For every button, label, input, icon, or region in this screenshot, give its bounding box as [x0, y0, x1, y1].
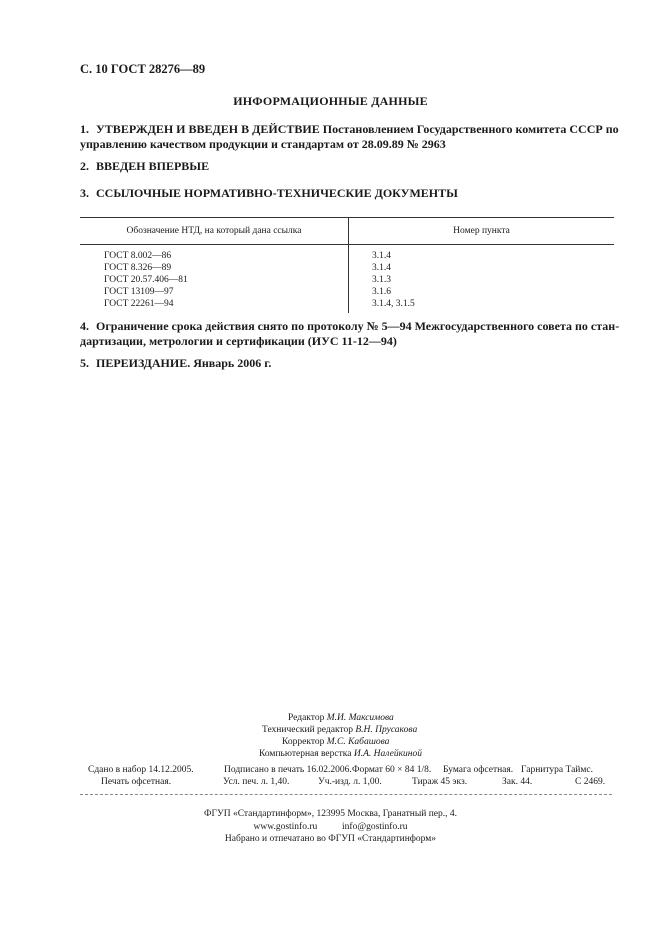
- imprint-signed-date: Подписано в печать 16.02.2006.: [224, 765, 352, 775]
- table-row: [80, 286, 614, 298]
- info-item-5: [80, 356, 620, 371]
- document-cell: ГОСТ 22261—94: [80, 298, 349, 313]
- publisher-email: info@gostinfo.ru: [342, 821, 408, 832]
- imprint-publ-sheets: Уч.-изд. л. 1,00.: [318, 777, 382, 787]
- publisher-print-note: Набрано и отпечатано во ФГУП «Стандартинформ»: [224, 834, 437, 844]
- document-cell: ГОСТ 8.326—89: [80, 262, 349, 274]
- item-number: 3.: [80, 186, 89, 200]
- clause-cell: 3.1.4: [372, 263, 391, 273]
- item-2-text: ВВЕДЕН ВПЕРВЫЕ: [96, 159, 210, 173]
- item-number: 5.: [80, 356, 89, 370]
- imprint-format: Формат 60 × 84 1/8.: [352, 765, 432, 775]
- clause-cell: 3.1.4, 3.1.5: [372, 299, 415, 309]
- credit-name: М.И. Максимова: [326, 713, 394, 723]
- credit-name: И.А. Налейкиной: [353, 749, 422, 759]
- credit-name: В.Н. Прусакова: [355, 725, 418, 735]
- imprint-print-sheets: Усл. печ. л. 1,40.: [223, 777, 290, 787]
- credit-layout: [259, 748, 422, 761]
- table-header-row: [80, 218, 614, 245]
- table-row: [80, 262, 614, 274]
- clause-cell: 3.1.3: [372, 275, 391, 285]
- imprint-print-type: Печать офсетная.: [101, 777, 172, 787]
- imprint-typeset-date: Сдано в набор 14.12.2005.: [88, 765, 194, 775]
- document-cell: ГОСТ 20.57.406—81: [80, 274, 349, 286]
- clause-cell: 3.1.4: [372, 251, 391, 261]
- item-number: 4.: [80, 319, 89, 333]
- credit-name: М.С. Кабашова: [326, 737, 390, 747]
- credit-role: Редактор: [288, 713, 327, 723]
- item-1-bold-text: УТВЕРЖДЕН И ВВЕДЕН В ДЕЙСТВИЕ: [96, 122, 320, 136]
- clause-cell: 3.1.6: [372, 287, 391, 297]
- info-item-3: [80, 186, 620, 201]
- publisher-website: www.gostinfo.ru: [253, 821, 318, 832]
- publisher-footer: [0, 808, 661, 846]
- credit-editor: [288, 712, 394, 725]
- item-number: 1.: [80, 122, 89, 136]
- column-header-clause: Номер пункта: [349, 218, 615, 245]
- info-item-2: [80, 159, 620, 174]
- column-header-document: Обозначение НТД, на который дана ссылка: [80, 218, 349, 245]
- info-item-4: [80, 319, 620, 349]
- item-1-continuation: управлению качеством продукции и стандартам от 28.09.89 № 2963: [80, 137, 446, 151]
- page-header: С. 10 ГОСТ 28276—89: [80, 62, 206, 76]
- credit-tech-editor: [262, 724, 417, 737]
- item-4-text: Ограничение срока действия снято по протоколу № 5—94 Межгосударственного совета по стан-: [96, 319, 620, 333]
- imprint-code: С 2469.: [575, 777, 606, 787]
- credit-role: Корректор: [282, 737, 327, 747]
- credit-proofreader: [282, 736, 389, 749]
- imprint-order: Зак. 44.: [502, 777, 533, 787]
- credit-role: Компьютерная верстка: [259, 749, 354, 759]
- table-row: [80, 274, 614, 286]
- publisher-address: ФГУП «Стандартинформ», 123995 Москва, Гранатный пер., 4.: [203, 809, 458, 819]
- item-3-text: ССЫЛОЧНЫЕ НОРМАТИВНО-ТЕХНИЧЕСКИЕ ДОКУМЕНТЫ: [96, 186, 458, 200]
- section-title: ИНФОРМАЦИОННЫЕ ДАННЫЕ: [233, 94, 428, 108]
- imprint-font: Гарнитура Таймс.: [521, 765, 593, 775]
- item-1-text: Постановлением Государственного комитета СССР по: [319, 122, 619, 136]
- credit-role: Технический редактор: [262, 725, 356, 735]
- imprint-paper: Бумага офсетная.: [443, 765, 514, 775]
- document-cell: ГОСТ 13109—97: [80, 286, 349, 298]
- divider: [80, 794, 612, 795]
- item-5-text: ПЕРЕИЗДАНИЕ. Январь 2006 г.: [96, 356, 272, 370]
- table-row: [80, 245, 614, 263]
- references-table: [80, 217, 614, 313]
- info-item-1: [80, 122, 620, 152]
- publisher-contacts: [0, 821, 661, 834]
- item-number: 2.: [80, 159, 89, 173]
- item-4-continuation: дартизации, метрологии и сертификации (ИУС 11-12—94): [80, 334, 397, 348]
- table-row: [80, 298, 614, 313]
- imprint-circulation: Тираж 45 экз.: [412, 777, 468, 787]
- document-cell: ГОСТ 8.002—86: [80, 245, 349, 263]
